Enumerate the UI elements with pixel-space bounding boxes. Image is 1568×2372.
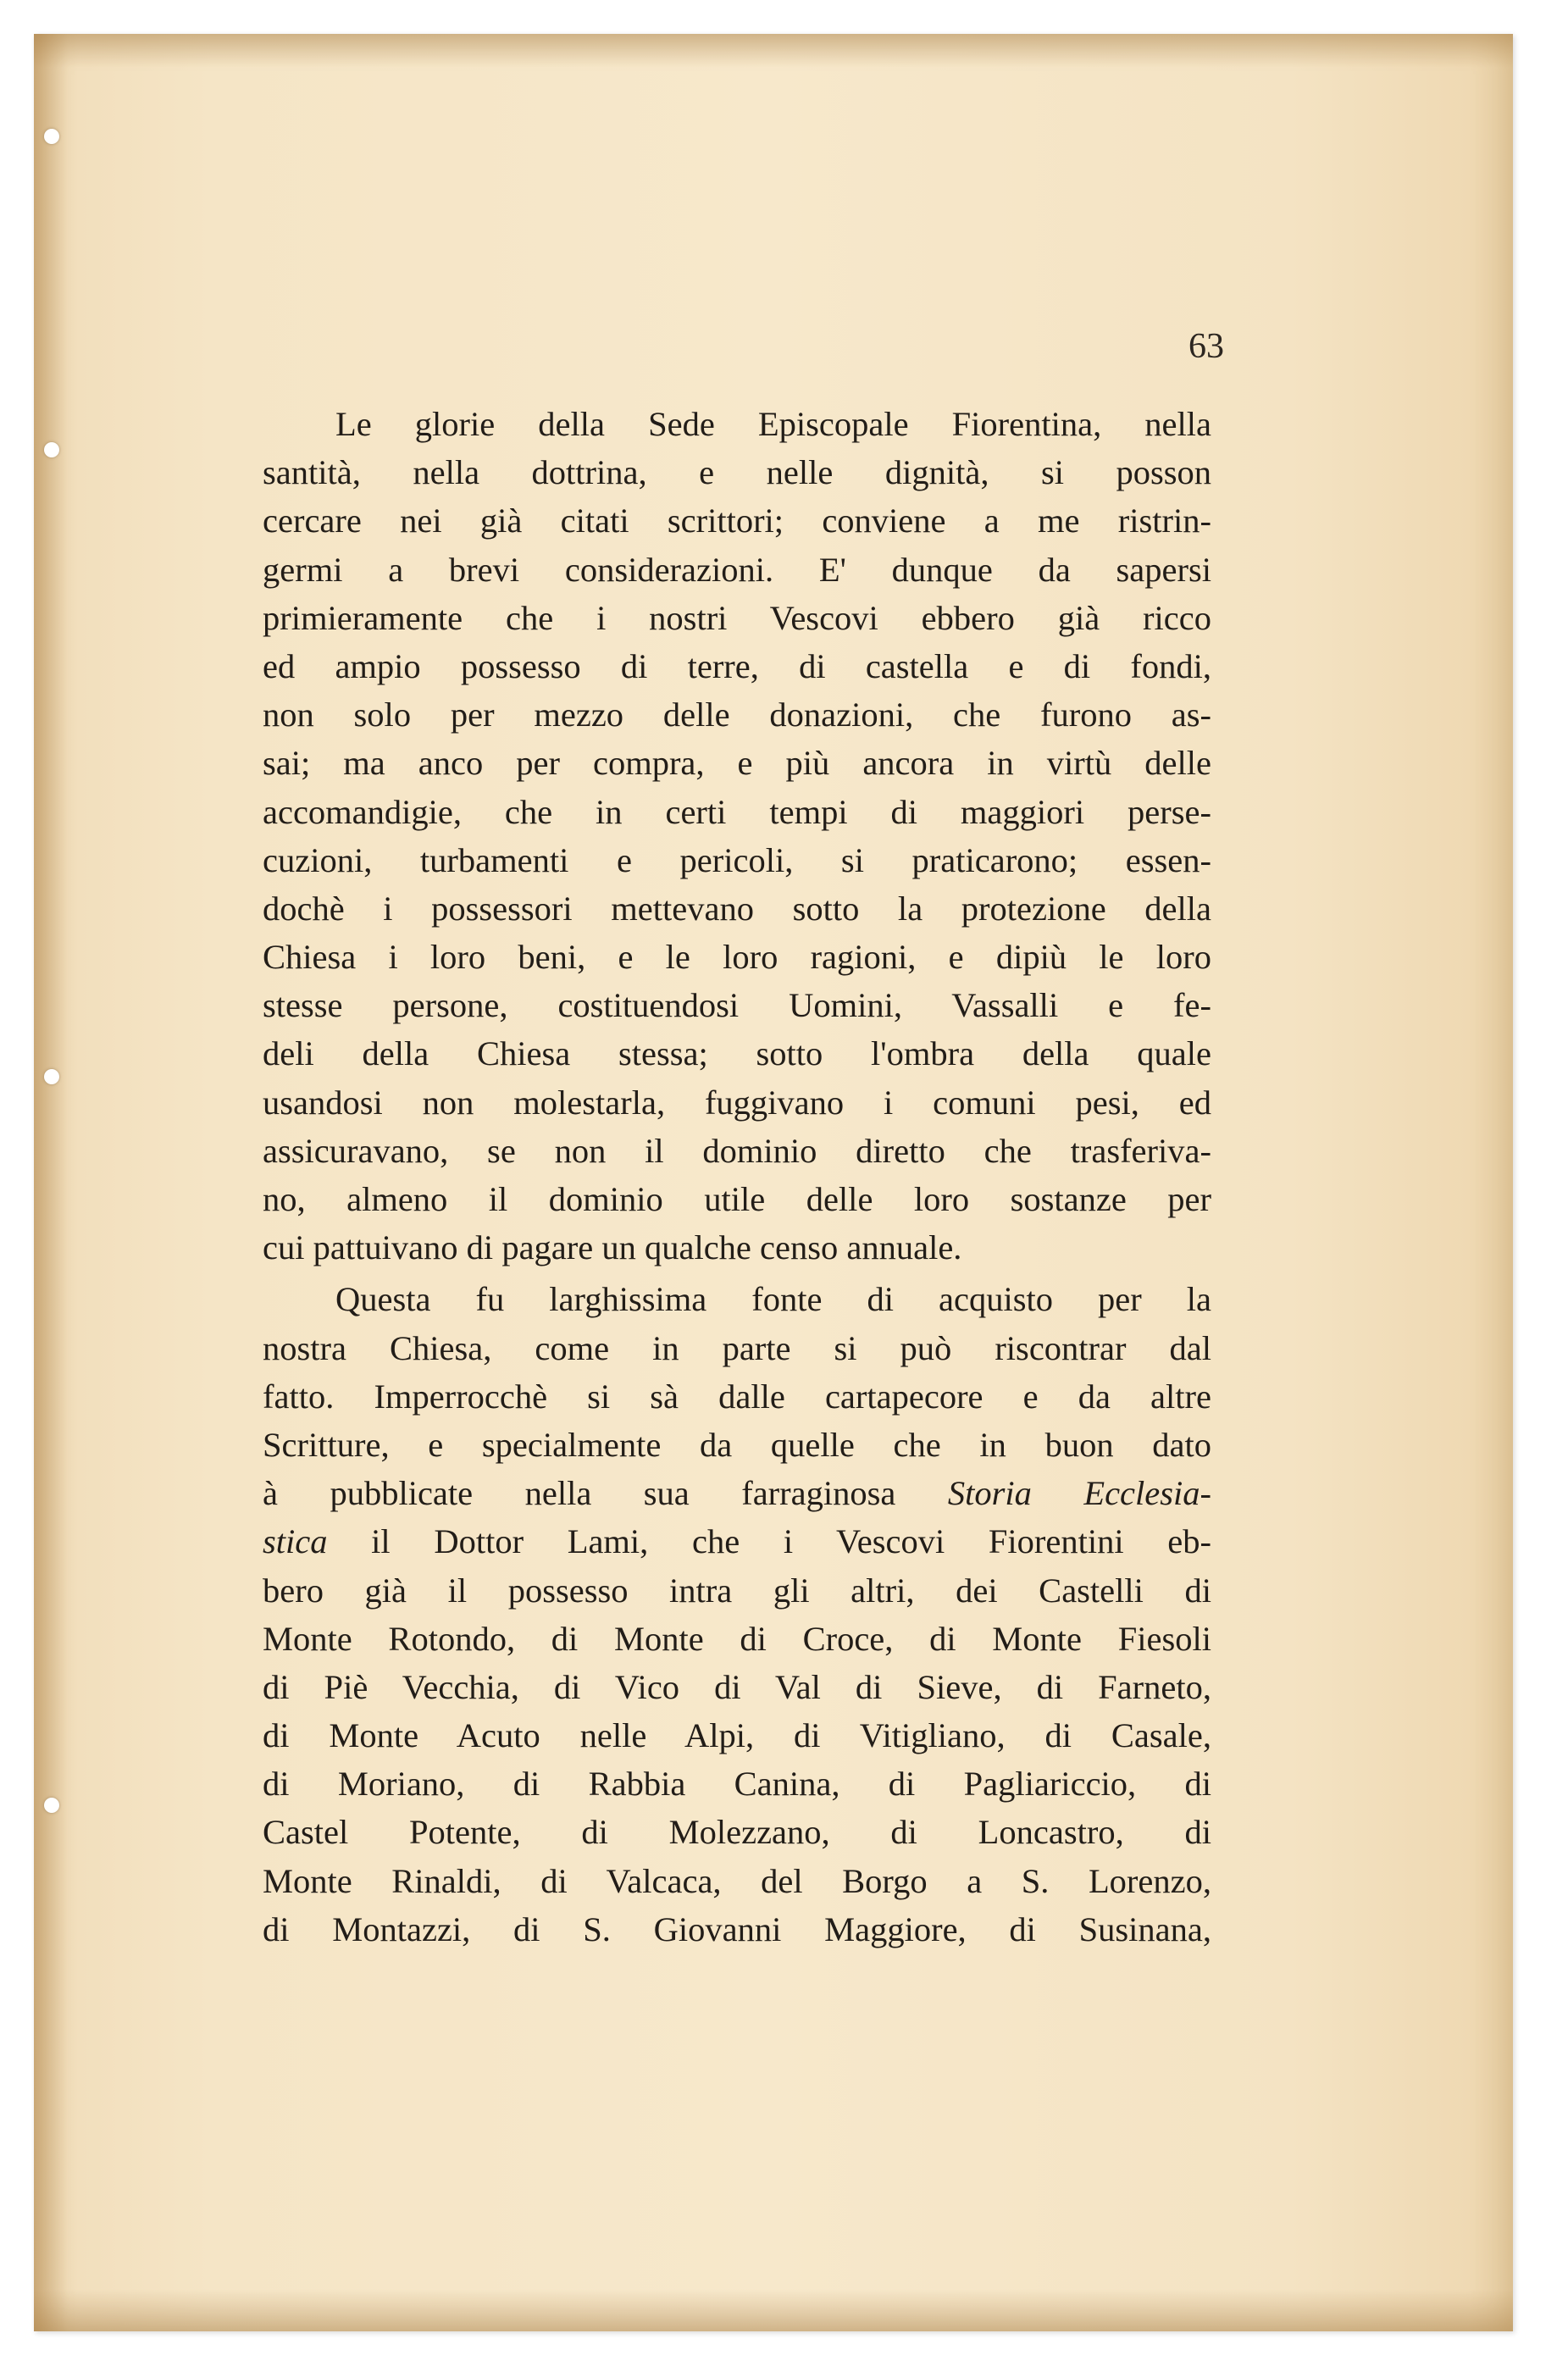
text-line: dochè i possessori mettevano sotto la protezione della xyxy=(263,889,1211,928)
text-line: deli della Chiesa stessa; sotto l'ombra della quale xyxy=(263,1034,1211,1073)
text-line: germi a brevi considerazioni. E' dunque da sapersi xyxy=(263,550,1211,589)
text-line: accomandigie, che in certi tempi di maggiori perse- xyxy=(263,792,1211,831)
page-edge-stain-left xyxy=(34,34,68,2331)
text-line: di Moriano, di Rabbia Canina, di Pagliariccio, di xyxy=(263,1765,1211,1804)
book-title-italic: Storia Ecclesia- xyxy=(947,1474,1211,1513)
text-line: non solo per mezzo delle donazioni, che furono as- xyxy=(263,696,1211,734)
page-edge-stain-bottom xyxy=(34,2289,1513,2331)
text-line: no, almeno il dominio utile delle loro sostanze per xyxy=(263,1180,1211,1218)
text-line: di Montazzi, di S. Giovanni Maggiore, di Susinana, xyxy=(263,1909,1211,1948)
text-line: fatto. Imperrocchè si sà dalle cartapecore e da altre xyxy=(263,1377,1211,1416)
text-line: sai; ma anco per compra, e più ancora in virtù delle xyxy=(263,744,1211,783)
binding-hole xyxy=(44,1069,59,1084)
text-run: à pubblicate nella sua farraginosa xyxy=(263,1474,896,1513)
text-line: di Monte Acuto nelle Alpi, di Vitigliano, di Casale, xyxy=(263,1716,1211,1755)
text-line: Le glorie della Sede Episcopale Fiorentina, nella xyxy=(335,405,1211,443)
text-line: cui pattuivano di pagare un qualche censo annuale. xyxy=(263,1228,962,1267)
text-line: Chiesa i loro beni, e le loro ragioni, e dipiù le loro xyxy=(263,938,1211,977)
text-line: primieramente che i nostri Vescovi ebbero già ricco xyxy=(263,598,1211,637)
binding-hole xyxy=(44,442,59,457)
text-line: nostra Chiesa, come in parte si può riscontrar dal xyxy=(263,1328,1211,1367)
text-line: assicuravano, se non il dominio diretto che trasferiva- xyxy=(263,1131,1211,1170)
text-line: ed ampio possesso di terre, di castella e di fondi, xyxy=(263,646,1211,685)
text-line: Scritture, e specialmente da quelle che in buon dato xyxy=(263,1425,1211,1464)
binding-hole xyxy=(44,129,59,144)
text-line: usandosi non molestarla, fuggivano i comuni pesi, ed xyxy=(263,1083,1211,1122)
book-page xyxy=(34,34,1513,2331)
text-line: Questa fu larghissima fonte di acquisto per la xyxy=(335,1280,1211,1319)
text-line: cercare nei già citati scrittori; conviene a me ristrin- xyxy=(263,502,1211,540)
text-run: il Dottor Lami, che i Vescovi Fiorentini eb- xyxy=(371,1522,1211,1561)
text-line: stesse persone, costituendosi Uomini, Vassalli e fe- xyxy=(263,986,1211,1025)
book-title-italic: stica xyxy=(263,1522,328,1561)
text-line-mixed xyxy=(263,1517,1211,1566)
body-text xyxy=(263,400,1211,1954)
text-line: di Piè Vecchia, di Vico di Val di Sieve, di Farneto, xyxy=(263,1667,1211,1706)
page-number: 63 xyxy=(1188,327,1224,366)
text-line: Monte Rotondo, di Monte di Croce, di Monte Fiesoli xyxy=(263,1619,1211,1658)
text-line: santità, nella dottrina, e nelle dignità, si posson xyxy=(263,453,1211,492)
text-line: Monte Rinaldi, di Valcaca, del Borgo a S. Lorenzo, xyxy=(263,1861,1211,1900)
text-line: bero già il possesso intra gli altri, dei Castelli di xyxy=(263,1571,1211,1610)
text-line-mixed xyxy=(263,1469,1211,1517)
page-edge-stain-top xyxy=(34,34,1513,68)
binding-hole xyxy=(44,1798,59,1813)
text-line: Castel Potente, di Molezzano, di Loncastro, di xyxy=(263,1813,1211,1852)
text-line: cuzioni, turbamenti e pericoli, si praticarono; essen- xyxy=(263,840,1211,879)
